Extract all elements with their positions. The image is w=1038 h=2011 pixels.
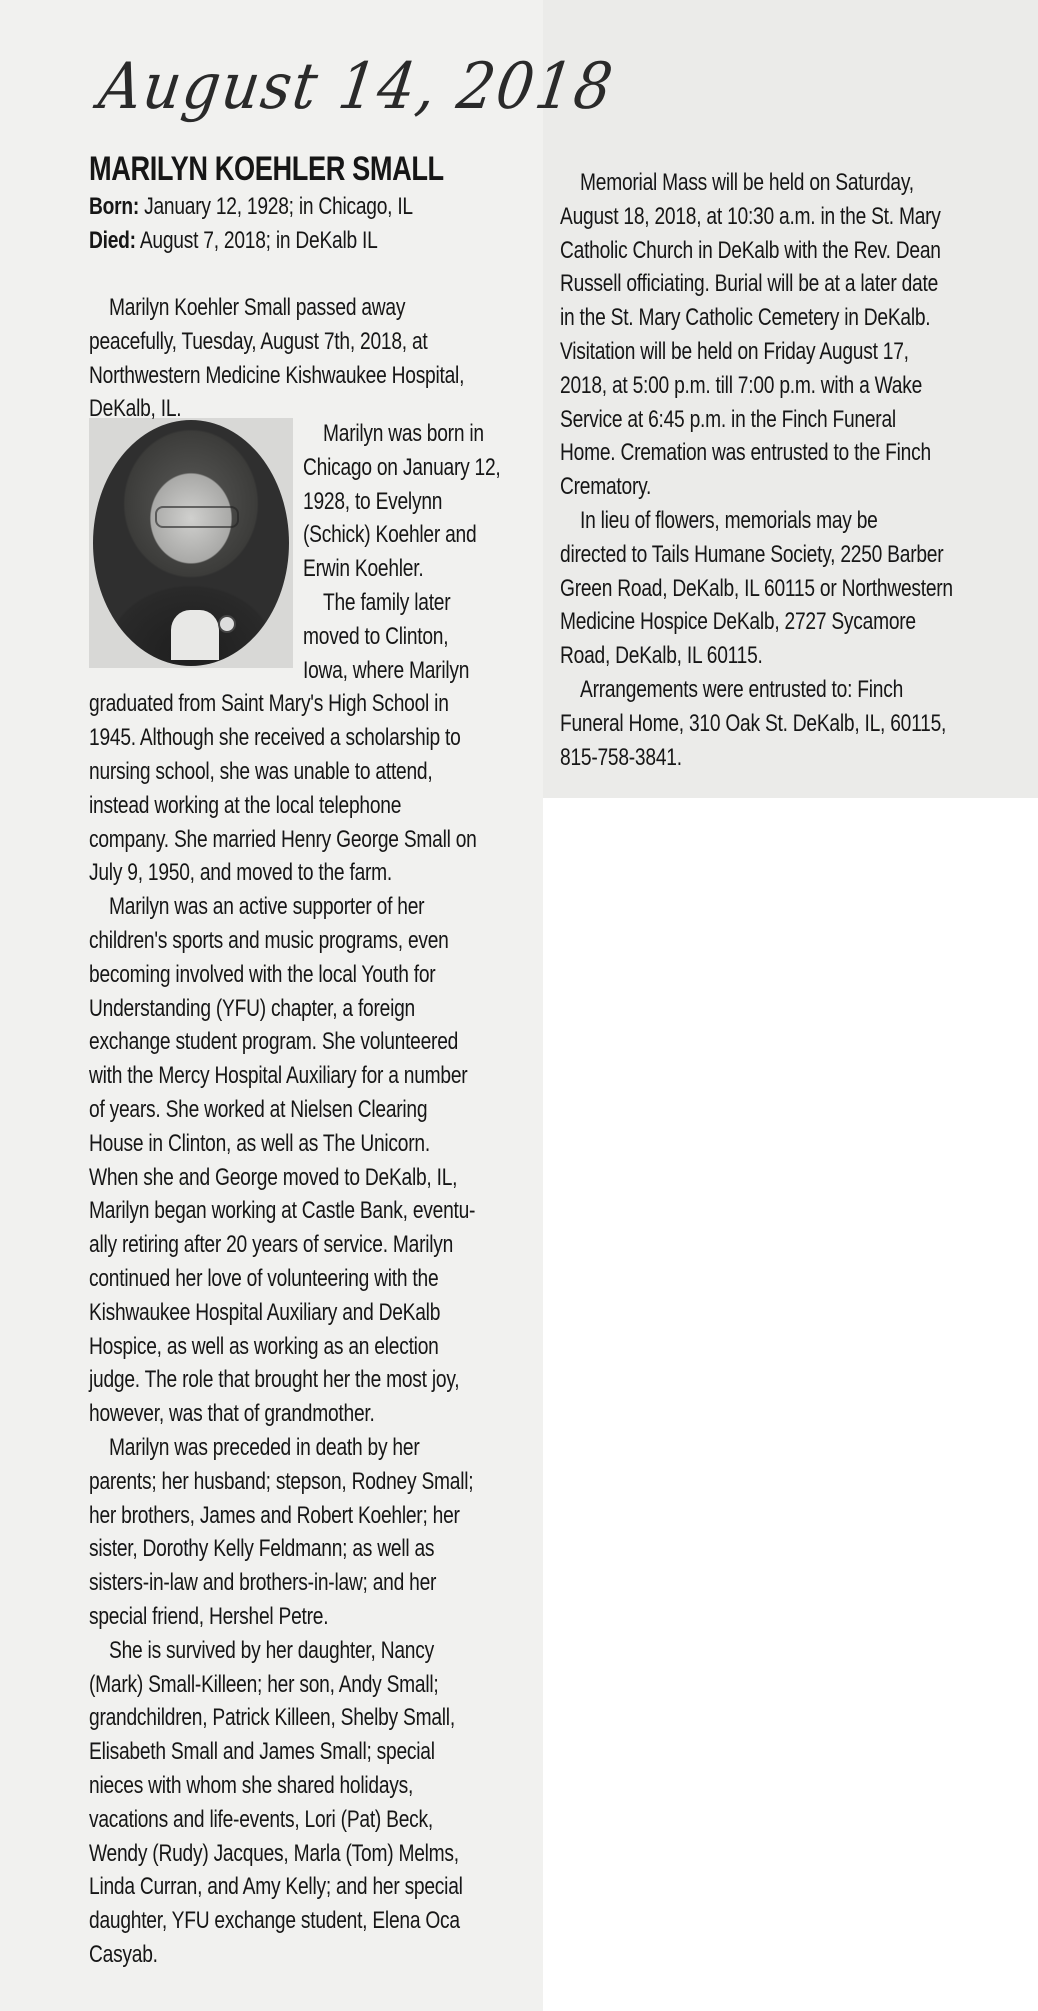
died-label: Died: — [89, 227, 136, 254]
text-line: Marilyn began working at Castle Bank, eventu- — [89, 1197, 476, 1225]
text-line: July 9, 1950, and moved to the farm. — [89, 859, 393, 887]
text-line: Understanding (YFU) chapter, a foreign — [89, 994, 415, 1022]
text-line: nursing school, she was unable to attend, — [89, 758, 433, 785]
text-line: of years. She worked at Nielsen Clearing — [89, 1096, 428, 1123]
text-line: becoming involved with the local Youth for — [89, 960, 436, 988]
text-line: directed to Tails Humane Society, 2250 Barber — [560, 540, 944, 568]
text-line: Russell officiating. Burial will be at a later date — [560, 270, 939, 298]
text-line: Marilyn Koehler Small passed away — [109, 294, 406, 321]
text-line: Casyab. — [89, 1941, 158, 1968]
text-line: In lieu of flowers, memorials may be — [580, 507, 878, 534]
text-line: Erwin Koehler. — [303, 555, 424, 583]
died-line — [89, 224, 378, 258]
text-line: children's sports and music programs, even — [89, 927, 449, 954]
text-line: 2018, at 5:00 p.m. till 7:00 p.m. with a Wake — [560, 371, 923, 399]
text-line: When she and George moved to DeKalb, IL, — [89, 1163, 458, 1191]
portrait-brooch — [218, 615, 236, 633]
text-line: Funeral Home, 310 Oak St. DeKalb, IL, 60115, — [560, 709, 947, 737]
text-line: Iowa, where Marilyn — [303, 656, 470, 684]
text-line: nieces with whom she shared holidays, — [89, 1772, 414, 1799]
born-line — [89, 190, 413, 224]
text-line: judge. The role that brought her the most joy, — [89, 1366, 460, 1394]
text-line: ally retiring after 20 years of service. Marilyn — [89, 1231, 454, 1259]
portrait-oval — [93, 420, 289, 666]
text-line: Catholic Church in DeKalb with the Rev. Dean — [560, 236, 941, 264]
text-line: Marilyn was an active supporter of her — [109, 893, 425, 921]
text-line: peacefully, Tuesday, August 7th, 2018, at — [89, 327, 428, 355]
text-line: She is survived by her daughter, Nancy — [109, 1636, 434, 1664]
portrait-collar — [171, 610, 219, 660]
text-line: Crematory. — [560, 473, 652, 501]
text-line: in the St. Mary Catholic Cemetery in DeKalb. — [560, 304, 931, 332]
text-line: 1928, to Evelynn — [303, 487, 443, 515]
text-line: vacations and life-events, Lori (Pat) Beck, — [89, 1805, 433, 1833]
text-line: moved to Clinton, — [303, 622, 449, 650]
text-line: Wendy (Rudy) Jacques, Marla (Tom) Melms, — [89, 1839, 459, 1867]
text-line: 1945. Although she received a scholarship to — [89, 724, 461, 752]
text-line: sister, Dorothy Kelly Feldmann; as well as — [89, 1535, 435, 1563]
text-line: daughter, YFU exchange student, Elena Oca — [89, 1907, 460, 1935]
text-line: Chicago on January 12, — [303, 453, 501, 481]
text-line: Northwestern Medicine Kishwaukee Hospital, — [89, 361, 465, 389]
text-line: Road, DeKalb, IL 60115. — [560, 642, 763, 670]
text-line: Visitation will be held on Friday August 17, — [560, 338, 909, 365]
text-line: graduated from Saint Mary's High School in — [89, 690, 449, 718]
handwritten-date: August 14, 2018 — [94, 48, 619, 124]
text-line: Home. Cremation was entrusted to the Finch — [560, 439, 931, 467]
text-line: sisters-in-law and brothers-in-law; and her — [89, 1569, 437, 1597]
text-line: Marilyn was preceded in death by her — [109, 1434, 420, 1461]
text-line: company. She married Henry George Small on — [89, 825, 477, 853]
obituary-title: MARILYN KOEHLER SMALL — [89, 150, 444, 188]
text-line: Linda Curran, and Amy Kelly; and her special — [89, 1873, 463, 1901]
text-line: (Mark) Small-Killeen; her son, Andy Small; — [89, 1670, 439, 1698]
text-line: grandchildren, Patrick Killeen, Shelby Small, — [89, 1704, 455, 1732]
text-line: House in Clinton, as well as The Unicorn. — [89, 1129, 430, 1157]
died-value: August 7, 2018; in DeKalb IL — [135, 227, 378, 254]
text-line: DeKalb, IL. — [89, 395, 182, 423]
text-line: special friend, Hershel Petre. — [89, 1603, 329, 1630]
text-line: continued her love of volunteering with the — [89, 1265, 439, 1292]
text-line: (Schick) Koehler and — [303, 521, 477, 549]
text-line: parents; her husband; stepson, Rodney Small; — [89, 1467, 474, 1495]
text-line: instead working at the local telephone — [89, 791, 402, 819]
text-line: her brothers, James and Robert Koehler; her — [89, 1501, 460, 1529]
text-line: Arrangements were entrusted to: Finch — [580, 676, 904, 703]
text-line: Service at 6:45 p.m. in the Finch Funeral — [560, 405, 896, 433]
text-line: Marilyn was born in — [323, 420, 484, 447]
text-line: however, was that of grandmother. — [89, 1400, 375, 1428]
text-line: Kishwaukee Hospital Auxiliary and DeKalb — [89, 1298, 441, 1326]
text-line: Hospice, as well as working as an election — [89, 1332, 439, 1360]
born-value: January 12, 1928; in Chicago, IL — [139, 193, 413, 220]
born-label: Born: — [89, 193, 139, 220]
text-line: exchange student program. She volunteered — [89, 1028, 459, 1056]
text-line: August 18, 2018, at 10:30 a.m. in the St. Mary — [560, 202, 941, 230]
text-line: Medicine Hospice DeKalb, 2727 Sycamore — [560, 608, 916, 636]
text-line: Green Road, DeKalb, IL 60115 or Northwestern — [560, 574, 953, 602]
portrait-photo — [89, 418, 293, 668]
text-line: 815-758-3841. — [560, 743, 682, 771]
text-line: with the Mercy Hospital Auxiliary for a number — [89, 1062, 468, 1090]
text-line: The family later — [323, 589, 451, 616]
text-line: Elisabeth Small and James Small; special — [89, 1738, 435, 1766]
text-line: Memorial Mass will be held on Saturday, — [580, 169, 914, 196]
portrait-glasses — [155, 506, 239, 528]
